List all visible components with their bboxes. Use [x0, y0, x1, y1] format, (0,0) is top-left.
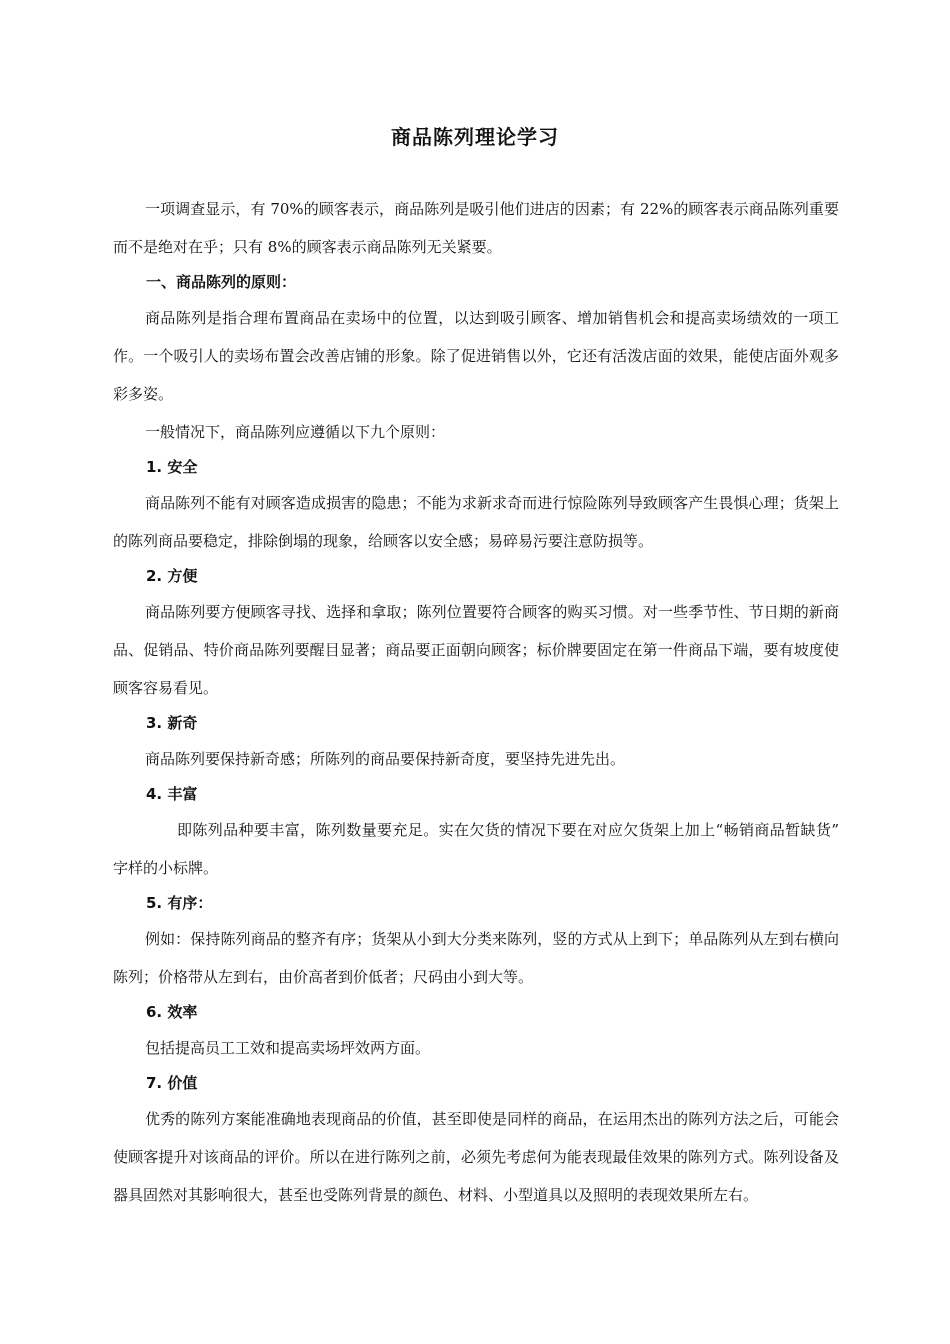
section-paragraph: 商品陈列是指合理布置商品在卖场中的位置，以达到吸引顾客、增加销售机会和提高卖场绩效的一项工作。一个吸引人的卖场布置会改善店铺的形象。除了促进销售以外，它还有活泼店面的效果，能使店面外观多彩多姿。 [113, 309, 839, 403]
principle-paragraph: 商品陈列不能有对顾客造成损害的隐患；不能为求新求奇而进行惊险陈列导致顾客产生畏惧心理；货架上的陈列商品要稳定，排除倒塌的现象，给顾客以安全感；易碎易污要注意防损等。 [113, 494, 839, 550]
section-paragraph: 一般情况下，商品陈列应遵循以下九个原则： [145, 423, 446, 441]
principle-paragraph: 包括提高员工工效和提高卖场坪效两方面。 [145, 1039, 431, 1057]
principle-heading: 4. 丰富 [146, 785, 198, 803]
principle-heading: 3. 新奇 [146, 714, 198, 732]
principle-paragraph: 例如：保持陈列商品的整齐有序；货架从小到大分类来陈列，竖的方式从上到下；单品陈列从左到右横向陈列；价格带从左到右，由价高者到价低者；尺码由小到大等。 [113, 930, 839, 986]
principle-paragraph: 商品陈列要保持新奇感；所陈列的商品要保持新奇度，要坚持先进先出。 [145, 750, 626, 768]
principle-paragraph: 即陈列品种要丰富，陈列数量要充足。实在欠货的情况下要在对应欠货架上加上“畅销商品暂缺货” 字样的小标牌。 [113, 821, 839, 877]
principle-heading: 5. 有序： [146, 894, 213, 912]
principle-paragraph: 优秀的陈列方案能准确地表现商品的价值，甚至即使是同样的商品，在运用杰出的陈列方法之后，可能会使顾客提升对该商品的评价。所以在进行陈列之前，必须先考虑何为能表现最佳效果的陈列方式。陈列设备及器具固然对其影响很大，甚至也受陈列背景的颜色、材料、小型道具以及照明的表现效果所左右。 [113, 1110, 839, 1204]
section-heading: 一、商品陈列的原则： [146, 273, 297, 291]
principle-paragraph: 商品陈列要方便顾客寻找、选择和拿取；陈列位置要符合顾客的购买习惯。对一些季节性、节日期的新商品、促销品、特价商品陈列要醒目显著；商品要正面朝向顾客；标价牌要固定在第一件商品下端，要有坡度使顾客容易看见。 [113, 603, 839, 697]
principle-heading: 1. 安全 [146, 458, 198, 476]
principle-heading: 7. 价值 [146, 1074, 198, 1092]
document-body [113, 190, 839, 1214]
intro-paragraph: 一项调查显示，有 70%的顾客表示，商品陈列是吸引他们进店的因素；有 22%的顾客表示商品陈列重要而不是绝对在乎；只有 8%的顾客表示商品陈列无关紧要。 [113, 200, 839, 256]
page-title: 商品陈列理论学习 [391, 125, 559, 149]
principle-heading: 6. 效率 [146, 1003, 198, 1021]
principle-heading: 2. 方便 [146, 567, 198, 585]
